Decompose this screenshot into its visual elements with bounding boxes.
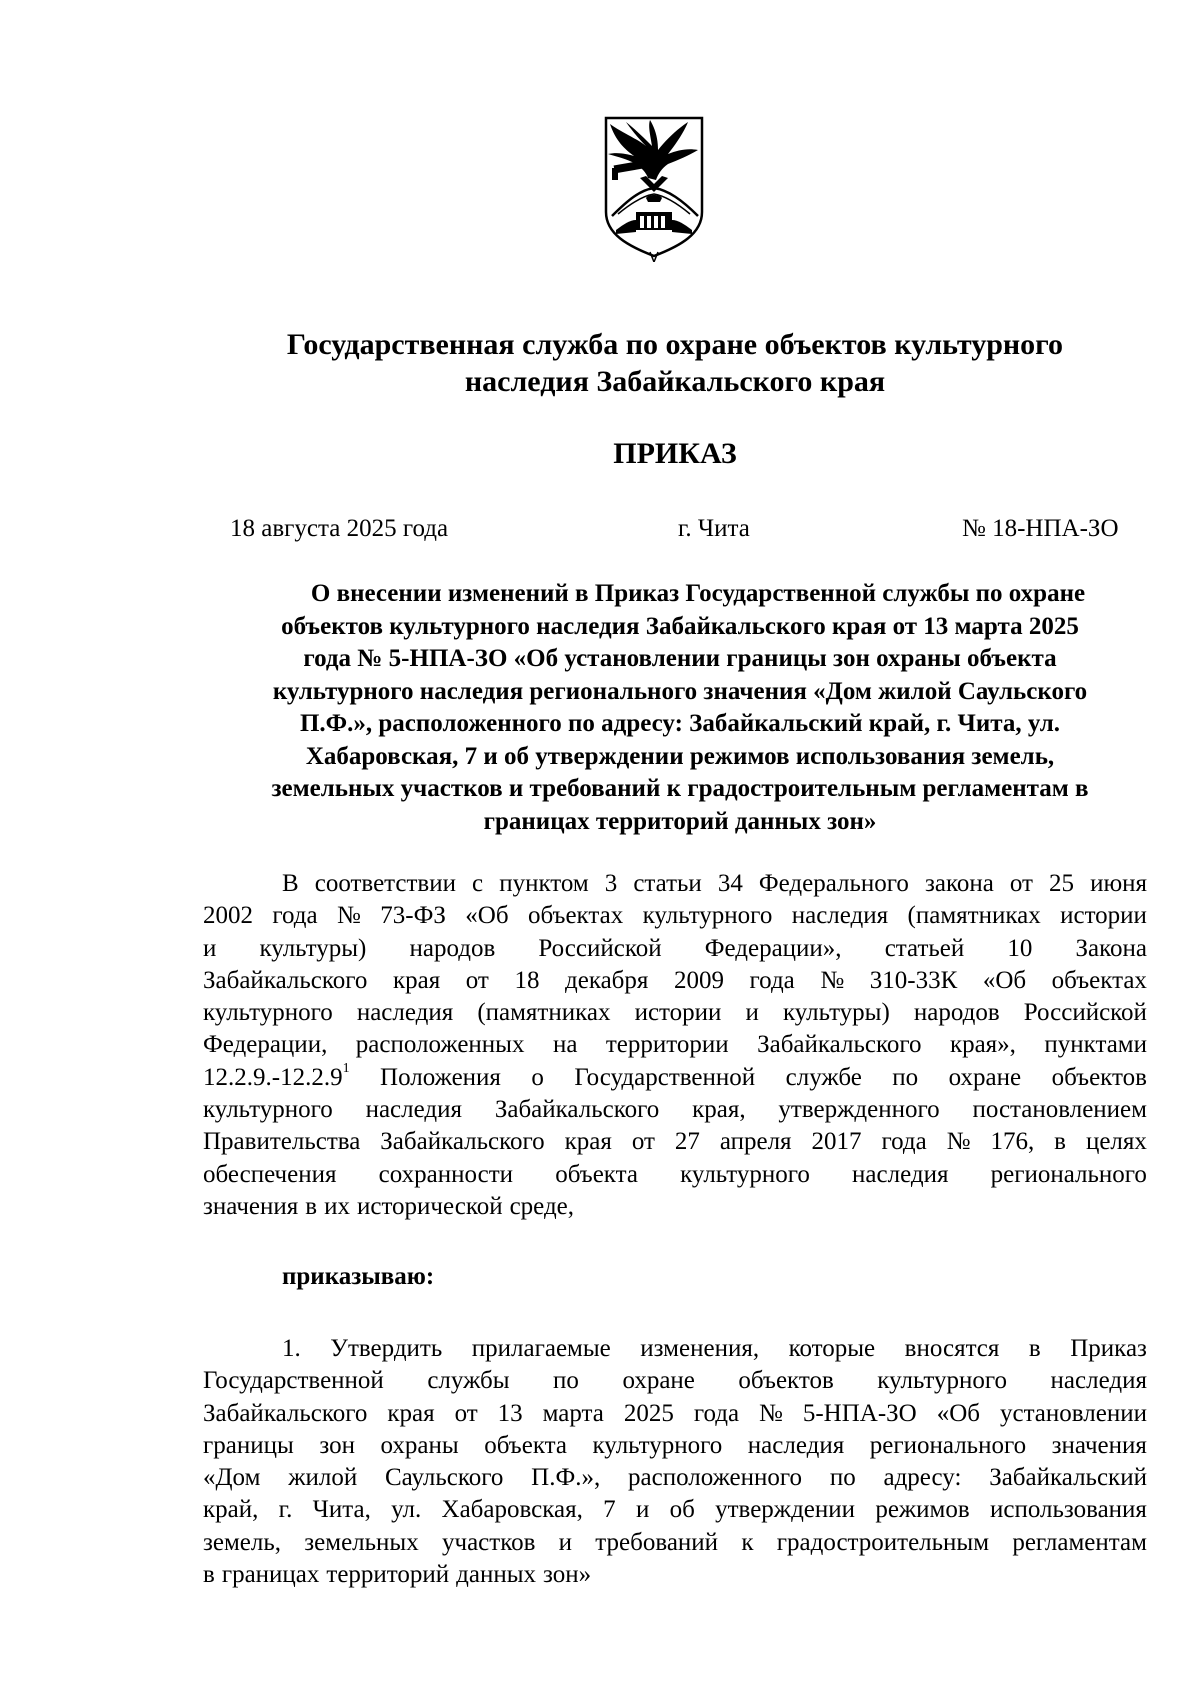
word: истории bbox=[1060, 902, 1147, 930]
word: года bbox=[881, 1128, 927, 1156]
word: охраны bbox=[380, 1431, 459, 1459]
word: культурного bbox=[592, 1431, 723, 1459]
word: от bbox=[465, 966, 489, 994]
word: Российской bbox=[1023, 999, 1147, 1027]
word: Федерального bbox=[758, 870, 909, 897]
word: края, bbox=[692, 1096, 746, 1124]
word: целях bbox=[1085, 1128, 1147, 1156]
word: среде, bbox=[509, 1192, 575, 1220]
word: «Дом bbox=[203, 1464, 261, 1492]
paragraph-line bbox=[203, 1126, 1147, 1158]
paragraph-line bbox=[203, 1430, 1147, 1462]
document-type-heading: ПРИКАЗ bbox=[613, 437, 737, 470]
word: № bbox=[946, 1128, 971, 1156]
word: года bbox=[693, 1399, 740, 1427]
word: градостроительным bbox=[776, 1528, 990, 1556]
word: статьи bbox=[633, 870, 702, 897]
word: Саульского bbox=[384, 1464, 504, 1492]
paragraph-line bbox=[203, 1398, 1147, 1430]
word: режимов bbox=[875, 1496, 970, 1524]
word: край, bbox=[203, 1496, 259, 1524]
word: установлении bbox=[999, 1399, 1147, 1427]
word: в bbox=[305, 1192, 318, 1220]
word: наследия bbox=[365, 1096, 462, 1124]
word: 25 bbox=[1049, 870, 1075, 897]
word: края bbox=[392, 966, 441, 994]
word: Положения bbox=[380, 1063, 501, 1091]
paragraph-line bbox=[203, 1094, 1147, 1126]
word: 2002 bbox=[203, 902, 253, 930]
paragraph-line bbox=[203, 965, 1147, 997]
word: прилагаемые bbox=[471, 1335, 611, 1362]
word: июня bbox=[1090, 870, 1147, 897]
word: Федерации, bbox=[203, 1031, 328, 1059]
word: Российской bbox=[538, 934, 662, 962]
word: в bbox=[1054, 1128, 1066, 1156]
word: пунктом bbox=[499, 870, 589, 897]
word: П.Ф.», bbox=[531, 1464, 601, 1492]
word: территорий bbox=[326, 1561, 450, 1589]
word: сохранности bbox=[378, 1160, 514, 1188]
word: декабря bbox=[565, 966, 649, 994]
word: «Об bbox=[982, 966, 1027, 994]
word: о bbox=[531, 1063, 544, 1091]
word: культуры) bbox=[259, 934, 367, 962]
word: расположенного bbox=[628, 1464, 803, 1492]
word: края», bbox=[949, 1031, 1016, 1059]
word: Утвердить bbox=[330, 1335, 443, 1362]
word: жилой bbox=[288, 1464, 358, 1492]
paragraph-line bbox=[203, 997, 1147, 1029]
word: Забайкальского bbox=[757, 1031, 922, 1059]
word: по bbox=[829, 1464, 856, 1492]
footnote-mark: 1 bbox=[342, 1061, 350, 1077]
word: 2009 bbox=[673, 966, 724, 994]
word: 5-НПА-ЗО bbox=[802, 1399, 917, 1427]
word: 27 bbox=[674, 1128, 700, 1156]
preamble-paragraph bbox=[203, 868, 1147, 1223]
word: Чита, bbox=[312, 1496, 371, 1524]
word: объектов bbox=[738, 1367, 834, 1395]
paragraph-line bbox=[203, 1494, 1147, 1526]
word: Забайкальского bbox=[494, 1096, 660, 1124]
word: охране bbox=[948, 1063, 1022, 1091]
word: года bbox=[272, 902, 318, 930]
word: вносятся bbox=[904, 1335, 1000, 1362]
word: службе bbox=[785, 1063, 862, 1091]
subject-line: земельных участков и требований к градостроительным регламентам в bbox=[271, 775, 1089, 802]
word: по bbox=[892, 1063, 919, 1091]
word: 7 bbox=[603, 1496, 616, 1524]
paragraph-line bbox=[203, 1527, 1147, 1559]
word: объектах bbox=[1051, 966, 1147, 994]
word: земель, bbox=[203, 1528, 282, 1556]
subject-line: Хабаровская, 7 и об утверждении режимов использования земель, bbox=[305, 742, 1055, 770]
word: на bbox=[552, 1031, 578, 1059]
coat-of-arms-icon bbox=[600, 116, 708, 262]
subject-line: О внесении изменений в Приказ Государственной службы по охране bbox=[310, 580, 1086, 607]
word: зон» bbox=[543, 1561, 592, 1589]
document-city: г. Чита bbox=[678, 515, 750, 542]
word: 310-33К bbox=[869, 966, 958, 994]
word: адресу: bbox=[883, 1464, 962, 1492]
word: утверждении bbox=[715, 1496, 856, 1524]
word: г. bbox=[278, 1496, 293, 1524]
word: объектов bbox=[1051, 1063, 1147, 1091]
word: границах bbox=[221, 1561, 320, 1589]
word: в bbox=[203, 1561, 215, 1589]
word: значения bbox=[203, 1192, 299, 1220]
word: края bbox=[387, 1399, 435, 1427]
word: № bbox=[759, 1399, 783, 1427]
subject-line: года № 5-НПА-ЗО «Об установлении границы зон охраны объекта bbox=[303, 645, 1057, 672]
word: обеспечения bbox=[203, 1160, 337, 1188]
paragraph-line bbox=[203, 1191, 1147, 1223]
word: наследия bbox=[791, 902, 889, 930]
paragraph-line bbox=[203, 1029, 1147, 1061]
word: ул. bbox=[391, 1496, 422, 1524]
word: 1. bbox=[282, 1335, 301, 1362]
word: пунктами bbox=[1044, 1031, 1147, 1059]
word: по bbox=[553, 1367, 579, 1395]
word: культурного bbox=[642, 902, 773, 930]
word: 10 bbox=[1007, 934, 1033, 962]
word: от bbox=[1009, 870, 1033, 897]
paragraph-line bbox=[203, 1333, 1147, 1365]
word: культурного bbox=[203, 1096, 333, 1124]
word: Закона bbox=[1075, 934, 1147, 962]
word: Государственной bbox=[574, 1063, 756, 1091]
word: культурного bbox=[680, 1160, 810, 1188]
word: Забайкальского bbox=[203, 966, 368, 994]
word: «Об bbox=[465, 902, 509, 930]
word: (памятниках bbox=[907, 902, 1041, 930]
word: 3 bbox=[604, 870, 618, 897]
word: об bbox=[669, 1496, 695, 1524]
word: 73-ФЗ bbox=[380, 902, 446, 930]
word: наследия bbox=[747, 1431, 845, 1459]
word: наследия bbox=[852, 1160, 949, 1188]
paragraph-line bbox=[203, 1462, 1147, 1494]
word: (памятниках bbox=[477, 999, 611, 1027]
word: № bbox=[820, 966, 845, 994]
word: участков bbox=[442, 1528, 536, 1556]
word: территории bbox=[605, 1031, 729, 1059]
word: использования bbox=[989, 1496, 1147, 1524]
word: которые bbox=[788, 1335, 876, 1362]
order-verb: приказываю: bbox=[282, 1263, 435, 1290]
paragraph-line bbox=[203, 1159, 1147, 1191]
word: года bbox=[749, 966, 795, 994]
paragraph-line bbox=[203, 900, 1147, 932]
word: народов bbox=[409, 934, 496, 962]
word: культурного bbox=[877, 1367, 1008, 1395]
subject-line: П.Ф.», расположенного по адресу: Забайкальский край, г. Чита, ул. bbox=[299, 710, 1061, 737]
word: и bbox=[203, 934, 217, 962]
word: данных bbox=[456, 1561, 537, 1589]
word: объекта bbox=[484, 1431, 567, 1459]
word: и bbox=[635, 1496, 650, 1524]
word: марта bbox=[542, 1399, 604, 1427]
document-subject bbox=[200, 578, 1160, 838]
subject-line: границах территорий данных зон» bbox=[483, 807, 877, 835]
paragraph-line bbox=[203, 1365, 1147, 1397]
word: наследия bbox=[356, 999, 454, 1027]
word: Правительства bbox=[203, 1128, 361, 1156]
word: от bbox=[631, 1128, 655, 1156]
subject-line: объектов культурного наследия Забайкальского края от 13 марта 2025 bbox=[281, 612, 1079, 640]
word: расположенных bbox=[355, 1031, 525, 1059]
word: апреля bbox=[719, 1128, 792, 1156]
word: Государственной bbox=[203, 1367, 384, 1395]
word: охране bbox=[622, 1367, 695, 1395]
subject-line: культурного наследия регионального значения «Дом жилой Саульского bbox=[272, 677, 1088, 705]
word: 2017 bbox=[811, 1128, 862, 1156]
paragraph-line bbox=[203, 868, 1147, 900]
document-date: 18 августа 2025 года bbox=[230, 515, 449, 542]
word: статьей bbox=[884, 934, 965, 962]
organization-title bbox=[120, 326, 1200, 400]
word: исторической bbox=[356, 1192, 503, 1220]
order-item-1 bbox=[203, 1333, 1147, 1591]
word: соответствии bbox=[314, 870, 456, 897]
word: регионального bbox=[990, 1160, 1147, 1188]
word: «Об bbox=[936, 1399, 980, 1427]
word: и bbox=[745, 999, 759, 1027]
word: Забайкальский bbox=[989, 1464, 1147, 1492]
word: культурного bbox=[203, 999, 333, 1027]
organization-title-line: наследия Забайкальского края bbox=[464, 365, 886, 398]
word: 13 bbox=[497, 1399, 523, 1427]
document-number: № 18-НПА-ЗО bbox=[962, 515, 1119, 542]
word: их bbox=[324, 1192, 350, 1220]
word: культуры) bbox=[782, 999, 890, 1027]
word: требований bbox=[595, 1528, 719, 1556]
word: утвержденного bbox=[778, 1096, 940, 1124]
word: В bbox=[282, 870, 299, 897]
word: Хабаровская, bbox=[441, 1496, 583, 1524]
word: края bbox=[564, 1128, 612, 1156]
word: Забайкальского bbox=[380, 1128, 545, 1156]
word: регионального bbox=[869, 1431, 1027, 1459]
word: 18 bbox=[514, 966, 540, 994]
word: № bbox=[337, 902, 361, 930]
word: постановлением bbox=[972, 1096, 1147, 1124]
word: регламентам bbox=[1012, 1528, 1147, 1556]
word: границы bbox=[203, 1431, 294, 1459]
word: объекта bbox=[555, 1160, 638, 1188]
paragraph-line bbox=[203, 1559, 1147, 1591]
word: наследия bbox=[1050, 1367, 1147, 1395]
word: и bbox=[558, 1528, 573, 1556]
word: 34 bbox=[717, 870, 743, 897]
word: значения bbox=[1051, 1431, 1147, 1459]
word: в bbox=[1028, 1335, 1041, 1362]
word: службы bbox=[427, 1367, 510, 1395]
word: к bbox=[741, 1528, 754, 1556]
word: объектах bbox=[527, 902, 624, 930]
word: закона bbox=[924, 870, 994, 897]
paragraph-line bbox=[203, 1062, 1147, 1094]
word: от bbox=[454, 1399, 478, 1427]
word: 2025 bbox=[623, 1399, 674, 1427]
word: истории bbox=[634, 999, 722, 1027]
word: зон bbox=[319, 1431, 355, 1459]
word: Приказ bbox=[1070, 1335, 1147, 1362]
word: Забайкальского bbox=[203, 1399, 368, 1427]
word: Федерации», bbox=[704, 934, 842, 962]
word: изменения, bbox=[640, 1335, 760, 1362]
word: с bbox=[472, 870, 484, 897]
word: народов bbox=[913, 999, 1000, 1027]
word: 176, bbox=[990, 1128, 1035, 1156]
word: 12.2.9.-12.2.9$^1$ bbox=[203, 1061, 350, 1091]
paragraph-line bbox=[203, 933, 1147, 965]
word: земельных bbox=[304, 1528, 419, 1556]
organization-title-line: Государственная служба по охране объектов культурного bbox=[286, 328, 1064, 361]
